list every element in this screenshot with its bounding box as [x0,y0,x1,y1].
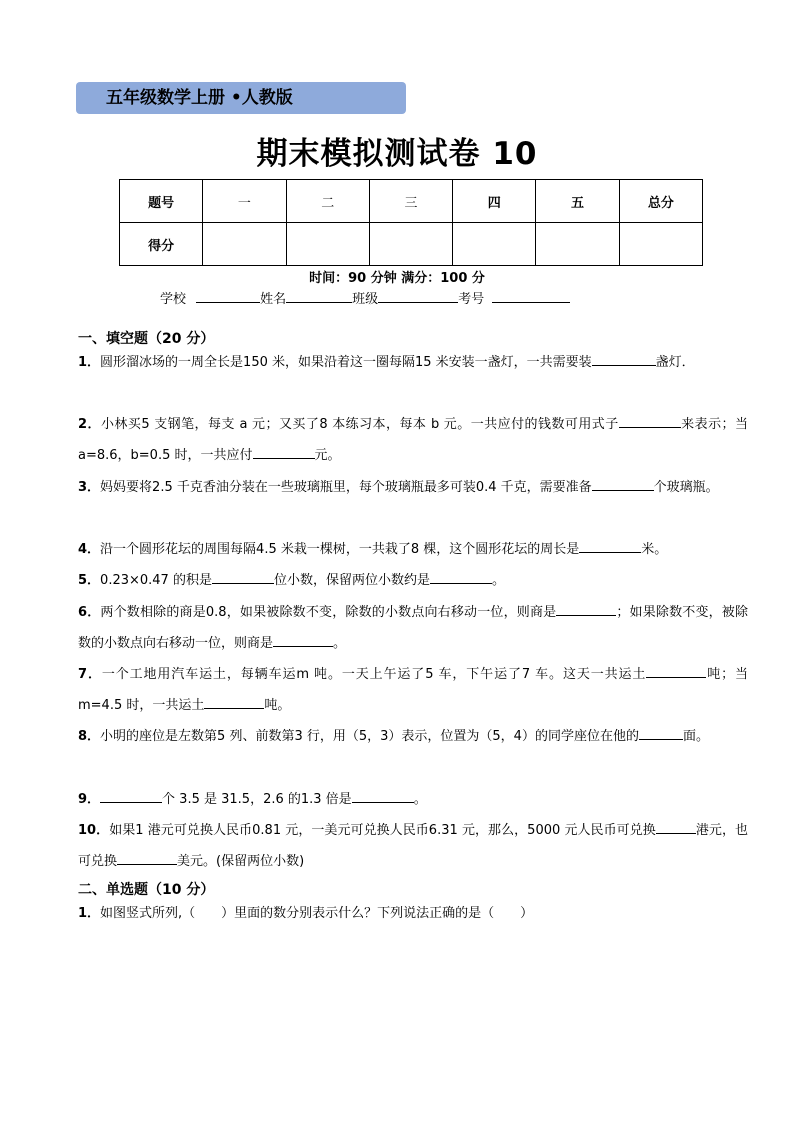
question-number: 9． [78,792,101,807]
question-1-10 [78,815,748,877]
answer-blank[interactable] [100,790,162,803]
cell-section-5: 五 [536,180,619,223]
cell-section-4: 四 [453,180,536,223]
score-table-header-row [120,180,703,223]
answer-blank[interactable] [430,571,492,584]
question-number: 3． [78,480,101,495]
question-text: 面。 [682,729,709,744]
question-1-6 [78,597,748,659]
school-field[interactable] [196,290,260,303]
question-text: ；如果除数不变，被除数的小数点向右移动一位，则商是 [78,605,748,651]
question-text: 来表示；当 a=8.6，b=0.5 时，一共应付 [78,417,748,463]
answer-blank[interactable] [204,696,264,709]
answer-blank[interactable] [273,634,333,647]
answer-blank[interactable] [117,852,177,865]
answer-blank[interactable] [592,478,654,491]
score-input-3[interactable] [369,223,452,266]
question-text: 吨。 [264,698,291,713]
answer-blank[interactable] [639,727,683,740]
section-2-title: 二、单选题（10 分） [78,882,215,898]
question-1-9 [78,784,748,815]
question-text: 吨；当m=4.5 时，一共运土 [78,667,748,713]
answer-blank[interactable] [592,353,656,366]
question-text: 圆形溜冰场的一周全长是150 米，如果沿着这一圈每隔15 米安装一盏灯，一共需要装 [100,355,592,370]
section-1-title: 一、填空题（20 分） [78,331,215,347]
score-input-total[interactable] [619,223,702,266]
question-1-4 [78,534,748,565]
question-number: 6． [78,605,101,620]
question-text: 盏灯． [655,355,695,370]
question-text: 如图竖式所列,（ ）里面的数分别表示什么？下列说法正确的是（ ） [100,906,534,921]
question-text: 妈妈要将2.5 千克香油分装在一些玻璃瓶里，每个玻璃瓶最多可装0.4 千克，需要准备 [100,480,592,495]
question-number: 5． [78,573,101,588]
question-1-1 [78,347,748,378]
question-text: 个 3.5 是 31.5，2.6 的1.3 倍是 [162,792,352,807]
question-text: 。 [491,573,505,588]
score-input-1[interactable] [203,223,286,266]
question-text: 。 [333,636,347,651]
question-number: 8． [78,729,101,744]
question-1-2 [78,409,748,471]
student-info-line [160,288,570,307]
question-text: 港元，也可兑换 [78,823,748,869]
score-input-5[interactable] [536,223,619,266]
score-table [119,179,703,266]
question-text: 小明的座位是左数第5 列、前数第3 行，用（5，3）表示，位置为（5，4）的同学座位在他的 [100,729,639,744]
cell-total-label: 总分 [619,180,702,223]
question-text: 小林买5 支钢笔，每支 a 元；又买了8 本练习本，每本 b 元。一共应付的钱数可用式子 [100,417,619,432]
answer-blank[interactable] [646,665,706,678]
answer-blank[interactable] [352,790,414,803]
exam-title: 期末模拟测试卷 10 [256,136,538,172]
question-number: 7． [78,667,102,682]
question-1-5 [78,565,748,596]
question-text: 沿一个圆形花坛的周围每隔4.5 米栽一棵树，一共栽了8 棵，这个圆形花坛的周长是 [100,542,580,557]
question-1-8 [78,721,748,752]
question-text: 如果1 港元可兑换人民币0.81 元，一美元可兑换人民币6.31 元，那么，5000 元人民币可兑换 [109,823,656,838]
banner-text: 五年级数学上册 •人教版 [106,88,293,108]
school-label: 学校 [160,292,187,307]
class-field[interactable] [378,290,458,303]
question-1-3 [78,472,748,503]
question-text: 米。 [641,542,668,557]
answer-blank[interactable] [253,446,315,459]
answer-blank[interactable] [579,540,641,553]
question-number: 1． [78,355,101,370]
cell-section-1: 一 [203,180,286,223]
number-field[interactable] [492,290,570,303]
name-label: 姓名 [260,292,287,307]
answer-blank[interactable] [619,415,681,428]
time-and-score-line: 时间：90 分钟 满分：100 分 [309,271,485,286]
score-input-2[interactable] [286,223,369,266]
question-text: 。 [413,792,427,807]
question-text: 0.23×0.47 的积是 [100,573,212,588]
answer-blank[interactable] [212,571,274,584]
question-1-7 [78,659,748,721]
question-text: 一个工地用汽车运土，每辆车运m 吨。一天上午运了5 车，下午运了7 车。这天一共运土 [101,667,647,682]
grade-banner [76,82,406,114]
question-text: 美元。(保留两位小数) [177,854,305,869]
score-input-4[interactable] [453,223,536,266]
question-text: 元。 [314,448,341,463]
number-label: 考号 [458,292,485,307]
question-number: 1． [78,906,101,921]
cell-score-label: 得分 [120,223,203,266]
question-2-1 [78,898,748,929]
cell-section-3: 三 [369,180,452,223]
question-number: 4． [78,542,101,557]
answer-blank[interactable] [556,603,616,616]
class-label: 班级 [352,292,379,307]
question-number: 10． [78,823,110,838]
answer-blank[interactable] [656,821,696,834]
cell-section-2: 二 [286,180,369,223]
cell-question-number-label: 题号 [120,180,203,223]
question-text: 个玻璃瓶。 [653,480,719,495]
question-text: 位小数，保留两位小数约是 [273,573,430,588]
question-text: 两个数相除的商是0.8，如果被除数不变，除数的小数点向右移动一位，则商是 [100,605,557,620]
name-field[interactable] [286,290,352,303]
question-number: 2． [78,417,101,432]
score-table-score-row [120,223,703,266]
